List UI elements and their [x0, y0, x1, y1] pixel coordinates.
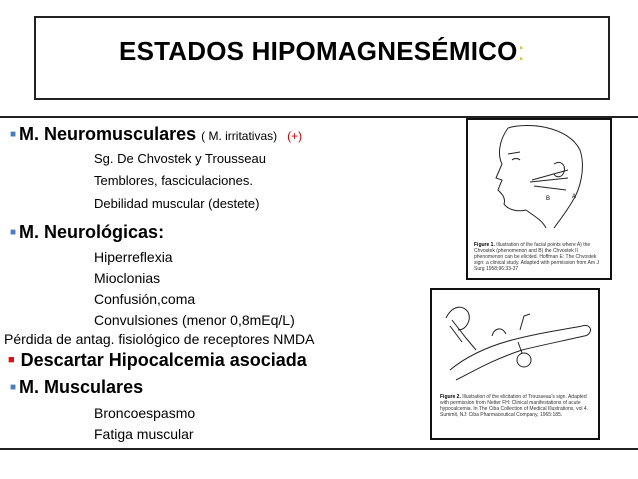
heading-descartar: ■ Descartar Hipocalcemia asociada	[8, 350, 307, 370]
fig1-label-a: A	[572, 194, 577, 200]
list-item: Hiperreflexia	[94, 249, 173, 265]
title-box	[34, 16, 610, 100]
list-item: Convulsiones (menor 0,8mEq/L)	[94, 312, 295, 328]
square-bullet-icon: ■	[10, 227, 17, 238]
list-item: Fatiga muscular	[94, 426, 194, 442]
face-drawing-icon	[468, 120, 610, 230]
fig1-caption: Figure 1. Illustration of the facial points where A) the Chvostek (phenomenon and B) the Chvostek II phenomenon can be elicited. Hoffman E: The Chvostek sign: a clinical study. Adapted with permission from Am J Surg 1958;96:33-37	[474, 242, 599, 272]
slide-title: ESTADOS HIPOMAGNESÉMICO:	[119, 36, 525, 66]
perdida-line: Pérdida de antag. fisiológico de receptores NMDA	[4, 331, 315, 347]
plus-sign: (+)	[287, 129, 303, 143]
figure-chvostek	[466, 118, 612, 280]
list-item: Temblores, fasciculaciones.	[94, 173, 253, 188]
list-item: Debilidad muscular (destete)	[94, 196, 260, 211]
list-item: Broncoespasmo	[94, 405, 196, 421]
figure-trousseau	[430, 288, 600, 440]
heading-neurologicas: ■ M. Neurológicas:	[10, 222, 165, 242]
square-bullet-icon: ■	[10, 382, 17, 393]
square-bullet-icon: ■	[10, 129, 17, 140]
heading-musculares: ■ M. Musculares	[10, 377, 144, 397]
arm-drawing-icon	[432, 290, 598, 386]
heading-neuromusculares: ■ M. Neuromusculares ( M. irritativas) (+)	[10, 124, 303, 144]
list-item: Mioclonias	[94, 270, 161, 286]
irritativas-note: ( M. irritativas)	[201, 129, 278, 143]
fig2-caption: Figure 2. Illustration of the elicitation of Trousseau's sign. Adapted with permission from Netter FH: Clinical manifestations of acute hypocalcemia. In The Ciba Collection of Medical Illustrations, vol 4. Summit, NJ: Ciba Pharmaceutical Company, 1965:185.	[440, 394, 589, 418]
list-item: Confusión,coma	[94, 291, 196, 307]
red-square-bullet-icon: ■	[8, 354, 15, 366]
title-colon: :	[517, 36, 525, 66]
fig1-label-b: B	[546, 196, 551, 202]
list-item: Sg. De Chvostek y Trousseau	[94, 151, 266, 166]
